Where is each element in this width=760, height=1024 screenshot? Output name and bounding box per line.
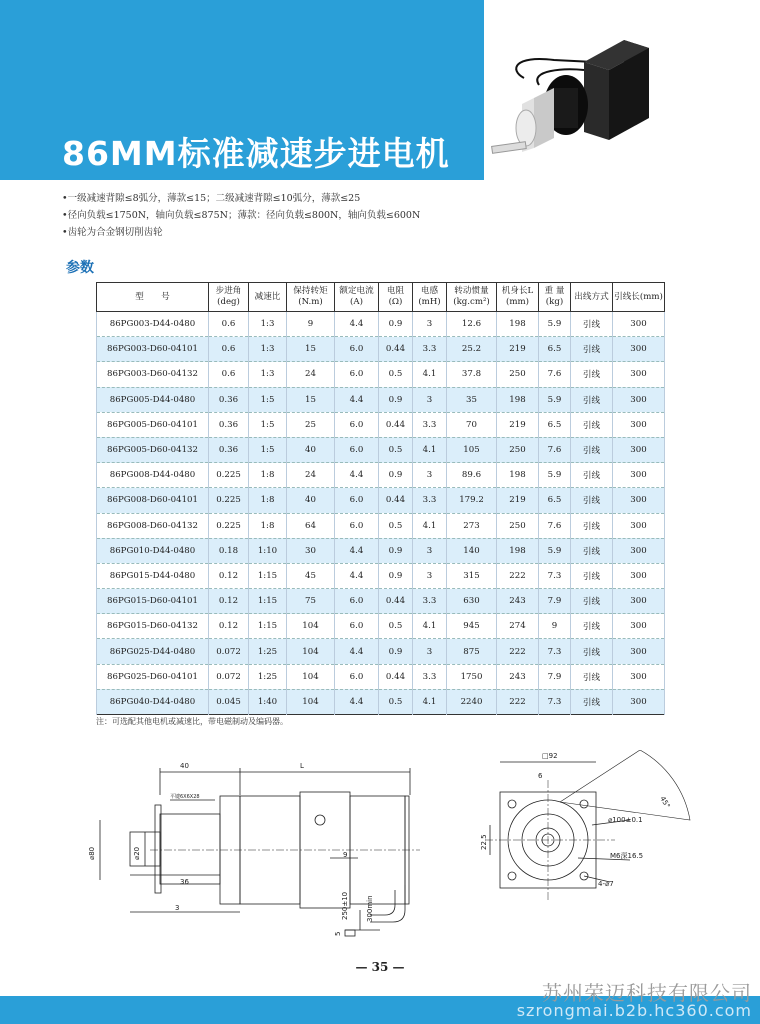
table-cell: 64: [287, 513, 335, 538]
feature-item: •径向负载≤1750N，轴向负载≤875N；薄款：径向负载≤800N，轴向负载≤600N: [62, 210, 421, 221]
table-cell: 5.9: [539, 312, 571, 337]
table-note: 注：可选配其他电机或减速比，带电磁制动及编码器。: [96, 717, 288, 726]
table-cell: 6.0: [335, 589, 379, 614]
table-cell: 0.12: [209, 563, 249, 588]
column-header-label: 机身长L: [501, 286, 534, 296]
column-header: [613, 283, 665, 312]
feature-item: •齿轮为合金钢切削齿轮: [62, 227, 163, 238]
table-cell: 105: [447, 437, 497, 462]
column-header-unit: (mH): [418, 297, 441, 307]
table-cell: 300: [613, 513, 665, 538]
dim-36: 36: [180, 878, 189, 886]
table-cell: 1:3: [249, 312, 287, 337]
table-cell: 6.0: [335, 488, 379, 513]
table-cell: 7.6: [539, 437, 571, 462]
table-cell: 0.44: [379, 337, 413, 362]
table-cell: 0.9: [379, 463, 413, 488]
table-cell: 0.12: [209, 589, 249, 614]
table-cell: 1:5: [249, 412, 287, 437]
table-cell: 140: [447, 538, 497, 563]
column-header-label: 额定电流: [339, 286, 374, 296]
table-cell: 15: [287, 337, 335, 362]
table-cell: 3.3: [413, 488, 447, 513]
table-cell: 引线: [571, 513, 613, 538]
table-row: [97, 639, 665, 664]
table-cell: 86PG025-D44-0480: [97, 639, 209, 664]
table-cell: 7.6: [539, 362, 571, 387]
section-title: 参数: [66, 260, 94, 276]
stepper-motor-image: [484, 0, 760, 180]
table-cell: 3: [413, 312, 447, 337]
table-row: [97, 689, 665, 714]
table-cell: 3.3: [413, 664, 447, 689]
table-cell: 1:5: [249, 387, 287, 412]
table-cell: 6.5: [539, 412, 571, 437]
column-header: [539, 283, 571, 312]
table-cell: 86PG015-D60-04132: [97, 614, 209, 639]
table-cell: 0.072: [209, 664, 249, 689]
column-header: [209, 283, 249, 312]
table-cell: 1:8: [249, 488, 287, 513]
column-header-unit: (Ω): [388, 297, 403, 307]
table-cell: 引线: [571, 488, 613, 513]
table-cell: 0.6: [209, 362, 249, 387]
table-cell: 12.6: [447, 312, 497, 337]
table-row: [97, 513, 665, 538]
page-title: 86MM标准减速步进电机: [62, 134, 450, 173]
dim-5: 5: [334, 931, 342, 936]
feature-list: [62, 190, 420, 241]
table-cell: 198: [497, 387, 539, 412]
table-cell: 4.1: [413, 362, 447, 387]
table-cell: 1:15: [249, 563, 287, 588]
column-header-unit: (kg): [545, 297, 564, 307]
table-cell: 104: [287, 639, 335, 664]
table-cell: 0.44: [379, 589, 413, 614]
table-cell: 273: [447, 513, 497, 538]
table-cell: 3.3: [413, 412, 447, 437]
table-cell: 9: [287, 312, 335, 337]
table-cell: 5.9: [539, 387, 571, 412]
table-cell: 179.2: [447, 488, 497, 513]
table-cell: 86PG008-D60-04132: [97, 513, 209, 538]
table-cell: 0.5: [379, 362, 413, 387]
table-cell: 1:15: [249, 614, 287, 639]
column-header-label: 转动惯量: [454, 286, 489, 296]
table-cell: 0.44: [379, 664, 413, 689]
dim-d100: ⌀100±0.1: [608, 816, 643, 824]
table-cell: 引线: [571, 312, 613, 337]
table-cell: 89.6: [447, 463, 497, 488]
table-cell: 0.5: [379, 614, 413, 639]
table-cell: 4.4: [335, 387, 379, 412]
table-cell: 6.0: [335, 412, 379, 437]
table-cell: 引线: [571, 538, 613, 563]
table-cell: 4.4: [335, 312, 379, 337]
table-cell: 3: [413, 563, 447, 588]
table-cell: 6.0: [335, 614, 379, 639]
table-cell: 0.44: [379, 412, 413, 437]
table-cell: 222: [497, 563, 539, 588]
table-cell: 7.3: [539, 689, 571, 714]
table-row: [97, 563, 665, 588]
dim-22-5: 22.5: [480, 834, 488, 850]
table-cell: 4.1: [413, 614, 447, 639]
dim-40: 40: [180, 762, 189, 770]
table-cell: 300: [613, 437, 665, 462]
table-cell: 86PG003-D60-04101: [97, 337, 209, 362]
table-cell: 3: [413, 639, 447, 664]
dim-m6: M6深16.5: [610, 852, 644, 860]
dim-45: 45°: [658, 795, 672, 810]
table-cell: 86PG015-D44-0480: [97, 563, 209, 588]
table-cell: 0.12: [209, 614, 249, 639]
table-cell: 0.9: [379, 538, 413, 563]
table-cell: 0.6: [209, 337, 249, 362]
table-cell: 70: [447, 412, 497, 437]
website-watermark: szrongmai.b2b.hc360.com: [516, 1001, 752, 1020]
motor-photo: [484, 0, 760, 180]
column-header: [497, 283, 539, 312]
table-cell: 引线: [571, 614, 613, 639]
table-cell: 86PG015-D60-04101: [97, 589, 209, 614]
table-cell: 0.36: [209, 387, 249, 412]
table-cell: 250: [497, 437, 539, 462]
table-cell: 300: [613, 563, 665, 588]
column-header-unit: (deg): [217, 297, 240, 307]
table-cell: 0.5: [379, 689, 413, 714]
table-row: [97, 387, 665, 412]
column-header-unit: (kg.cm²): [453, 297, 490, 307]
table-cell: 250: [497, 362, 539, 387]
table-cell: 219: [497, 337, 539, 362]
table-cell: 5.9: [539, 538, 571, 563]
table-cell: 1750: [447, 664, 497, 689]
table-cell: 0.225: [209, 463, 249, 488]
table-cell: 222: [497, 639, 539, 664]
table-cell: 104: [287, 689, 335, 714]
table-cell: 243: [497, 664, 539, 689]
table-cell: 0.9: [379, 312, 413, 337]
company-watermark: 苏州荣迈科技有限公司: [542, 981, 752, 1005]
table-cell: 3.3: [413, 337, 447, 362]
table-cell: 6.5: [539, 488, 571, 513]
table-cell: 6.0: [335, 513, 379, 538]
table-cell: 37.8: [447, 362, 497, 387]
dim-4d7: 4-⌀7: [598, 880, 614, 888]
table-cell: 86PG040-D44-0480: [97, 689, 209, 714]
table-cell: 引线: [571, 664, 613, 689]
table-cell: 1:3: [249, 337, 287, 362]
table-cell: 300: [613, 312, 665, 337]
column-header-unit: (N.m): [298, 297, 323, 307]
table-cell: 4.4: [335, 689, 379, 714]
table-cell: 1:10: [249, 538, 287, 563]
table-row: [97, 337, 665, 362]
table-cell: 3: [413, 463, 447, 488]
column-header-label: 重 量: [544, 286, 565, 296]
table-cell: 30: [287, 538, 335, 563]
dim-9: 9: [343, 851, 348, 859]
column-header: [447, 283, 497, 312]
table-cell: 300: [613, 639, 665, 664]
dim-L: L: [300, 762, 304, 770]
dimension-drawing: [0, 750, 760, 970]
table-cell: 274: [497, 614, 539, 639]
front-view: [480, 750, 690, 900]
table-cell: 4.4: [335, 538, 379, 563]
table-cell: 0.44: [379, 488, 413, 513]
table-cell: 250: [497, 513, 539, 538]
table-cell: 4.4: [335, 563, 379, 588]
column-header: [413, 283, 447, 312]
table-cell: 引线: [571, 589, 613, 614]
table-row: [97, 664, 665, 689]
column-header-unit: (A): [350, 297, 363, 307]
table-cell: 86PG008-D44-0480: [97, 463, 209, 488]
side-view: [88, 762, 420, 936]
table-cell: 1:8: [249, 513, 287, 538]
table-cell: 引线: [571, 337, 613, 362]
table-cell: 875: [447, 639, 497, 664]
table-cell: 86PG003-D44-0480: [97, 312, 209, 337]
table-cell: 0.5: [379, 437, 413, 462]
table-cell: 630: [447, 589, 497, 614]
table-cell: 7.9: [539, 664, 571, 689]
table-cell: 219: [497, 488, 539, 513]
table-cell: 0.6: [209, 312, 249, 337]
table-cell: 7.3: [539, 563, 571, 588]
table-cell: 198: [497, 538, 539, 563]
table-cell: 4.4: [335, 639, 379, 664]
table-cell: 86PG025-D60-04101: [97, 664, 209, 689]
table-cell: 0.225: [209, 513, 249, 538]
column-header: [571, 283, 613, 312]
table-cell: 25.2: [447, 337, 497, 362]
table-cell: 4.1: [413, 437, 447, 462]
table-cell: 引线: [571, 563, 613, 588]
table-cell: 7.9: [539, 589, 571, 614]
table-cell: 1:8: [249, 463, 287, 488]
table-cell: 引线: [571, 387, 613, 412]
table-cell: 25: [287, 412, 335, 437]
table-cell: 1:3: [249, 362, 287, 387]
table-cell: 引线: [571, 689, 613, 714]
table-cell: 40: [287, 488, 335, 513]
column-header: [335, 283, 379, 312]
table-row: [97, 589, 665, 614]
table-cell: 86PG008-D60-04101: [97, 488, 209, 513]
table-cell: 300: [613, 689, 665, 714]
table-cell: 0.9: [379, 563, 413, 588]
dim-key: 平键6X6X28: [170, 794, 200, 800]
column-header-label: 减速比: [254, 291, 281, 302]
table-cell: 222: [497, 689, 539, 714]
table-cell: 45: [287, 563, 335, 588]
dim-250: 250±10: [341, 891, 349, 920]
table-row: [97, 488, 665, 513]
table-cell: 4.4: [335, 463, 379, 488]
table-cell: 7.6: [539, 513, 571, 538]
table-cell: 3.3: [413, 589, 447, 614]
table-cell: 4.1: [413, 513, 447, 538]
table-cell: 15: [287, 387, 335, 412]
table-cell: 198: [497, 463, 539, 488]
table-cell: 1:25: [249, 639, 287, 664]
table-cell: 7.3: [539, 639, 571, 664]
table-cell: 75: [287, 589, 335, 614]
table-cell: 35: [447, 387, 497, 412]
table-cell: 243: [497, 589, 539, 614]
table-cell: 104: [287, 664, 335, 689]
table-cell: 104: [287, 614, 335, 639]
table-header-row: [97, 283, 665, 312]
table-cell: 1:25: [249, 664, 287, 689]
column-header: [379, 283, 413, 312]
table-cell: 0.36: [209, 412, 249, 437]
table-cell: 引线: [571, 362, 613, 387]
table-cell: 引线: [571, 437, 613, 462]
table-cell: 3: [413, 538, 447, 563]
table-row: [97, 614, 665, 639]
table-cell: 1:15: [249, 589, 287, 614]
column-header: [97, 283, 209, 312]
table-cell: 198: [497, 312, 539, 337]
column-header-label: 保持转矩: [293, 286, 328, 296]
table-cell: 0.9: [379, 387, 413, 412]
table-cell: 300: [613, 614, 665, 639]
table-cell: 40: [287, 437, 335, 462]
table-cell: 300: [613, 463, 665, 488]
table-cell: 300: [613, 589, 665, 614]
table-cell: 0.36: [209, 437, 249, 462]
table-cell: 300: [613, 337, 665, 362]
table-cell: 1:5: [249, 437, 287, 462]
table-cell: 945: [447, 614, 497, 639]
table-cell: 2240: [447, 689, 497, 714]
table-cell: 9: [539, 614, 571, 639]
table-cell: 引线: [571, 463, 613, 488]
table-cell: 引线: [571, 639, 613, 664]
table-row: [97, 312, 665, 337]
table-cell: 86PG005-D60-04101: [97, 412, 209, 437]
dim-3: 3: [175, 904, 180, 912]
table-row: [97, 463, 665, 488]
feature-item: •一级减速背隙≤8弧分，薄款≤15；二级减速背隙≤10弧分，薄款≤25: [62, 193, 361, 204]
table-cell: 86PG005-D60-04132: [97, 437, 209, 462]
table-row: [97, 362, 665, 387]
table-cell: 300: [613, 488, 665, 513]
column-header-label: 电感: [420, 286, 439, 296]
table-cell: 6.0: [335, 337, 379, 362]
table-cell: 6.0: [335, 664, 379, 689]
table-cell: 86PG003-D60-04132: [97, 362, 209, 387]
table-cell: 300: [613, 362, 665, 387]
column-header: [249, 283, 287, 312]
table-cell: 3: [413, 387, 447, 412]
table-row: [97, 437, 665, 462]
table-cell: 引线: [571, 412, 613, 437]
table-cell: 6.0: [335, 437, 379, 462]
table-cell: 1:40: [249, 689, 287, 714]
table-cell: 0.18: [209, 538, 249, 563]
column-header-label: 型 号: [135, 291, 170, 302]
column-header-label: 步进角: [215, 286, 242, 296]
column-header-label: 引线长(mm): [614, 291, 663, 302]
table-cell: 0.045: [209, 689, 249, 714]
table-cell: 0.072: [209, 639, 249, 664]
column-header-label: 电阻: [386, 286, 405, 296]
table-cell: 6.0: [335, 362, 379, 387]
table-cell: 24: [287, 362, 335, 387]
table-cell: 300: [613, 538, 665, 563]
table-row: [97, 538, 665, 563]
dim-92: □92: [542, 752, 558, 760]
table-cell: 0.5: [379, 513, 413, 538]
table-cell: 300: [613, 412, 665, 437]
table-cell: 5.9: [539, 463, 571, 488]
table-cell: 315: [447, 563, 497, 588]
table-cell: 24: [287, 463, 335, 488]
dim-d20: ⌀20: [133, 846, 141, 860]
table-row: [97, 412, 665, 437]
table-cell: 86PG005-D44-0480: [97, 387, 209, 412]
column-header: [287, 283, 335, 312]
dim-d80: ⌀80: [88, 846, 96, 860]
table-cell: 0.9: [379, 639, 413, 664]
page-number: — 35 —: [355, 960, 405, 974]
table-cell: 300: [613, 664, 665, 689]
table-cell: 86PG010-D44-0480: [97, 538, 209, 563]
column-header-label: 出线方式: [574, 291, 609, 302]
table-cell: 4.1: [413, 689, 447, 714]
table-cell: 219: [497, 412, 539, 437]
dim-300: 300min: [366, 895, 374, 922]
spec-table: [96, 282, 665, 715]
table-cell: 6.5: [539, 337, 571, 362]
column-header-unit: (mm): [505, 297, 529, 307]
dim-6: 6: [538, 772, 543, 780]
table-cell: 0.225: [209, 488, 249, 513]
table-cell: 300: [613, 387, 665, 412]
